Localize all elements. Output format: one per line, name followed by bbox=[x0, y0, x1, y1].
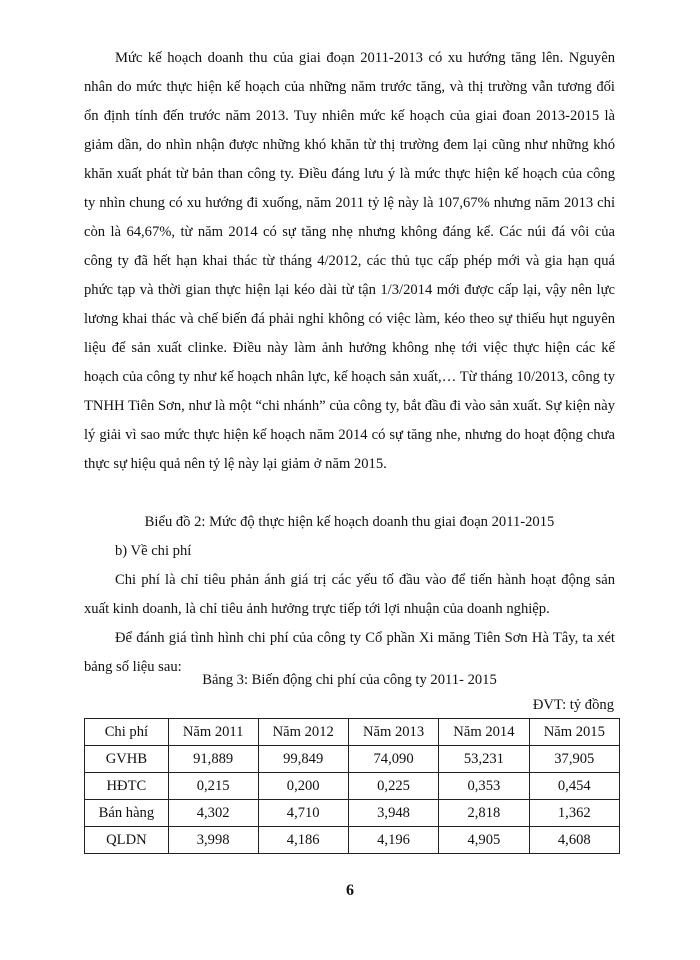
table-unit: ĐVT: tỷ đồng bbox=[532, 697, 614, 713]
row-label: GVHB bbox=[85, 746, 169, 773]
table-cell: 91,889 bbox=[168, 746, 258, 773]
table-row bbox=[85, 827, 620, 854]
paragraph-cost-definition: Chi phí là chỉ tiêu phản ánh giá trị các yếu tố đầu vào để tiến hành hoạt động sản xuất kinh doanh, là chỉ tiêu ảnh hưởng trực tiếp tới lợi nhuận của doanh nghiệp. bbox=[84, 572, 615, 617]
table-cell: 0,215 bbox=[168, 773, 258, 800]
table-row bbox=[85, 773, 620, 800]
table-cell: 2,818 bbox=[439, 800, 529, 827]
header-cell: Năm 2014 bbox=[439, 719, 529, 746]
paragraph-revenue-plan: Mức kế hoạch doanh thu của giai đoạn 2011-2013 có xu hướng tăng lên. Nguyên nhân do mức thực hiện kế hoạch của những năm trước tăng, và thị trường vẫn tương đối ổn định tính đến trước năm 2013. Tuy nhiên mức kế hoạch của giai đoan 2013-2015 là giảm dần, do nhìn nhận được những khó khăn từ thị trường đem lại cũng như những khó khăn xuất phát từ bản than công ty. Điều đáng lưu ý là mức thực hiện kế hoạch của công ty nhìn chung có xu hướng đi xuống, năm 2011 tỷ lệ này là 107,67% nhưng năm 2013 chỉ còn là 64,67%, từ năm 2014 có sự tăng nhẹ nhưng không đáng kể. Các núi đá vôi của công ty đã hết hạn khai thác từ tháng 4/2012, các thủ tục cấp phép mới và gia hạn quá phức tạp và thời gian thực hiện lại kéo dài từ tận 1/3/2014 mới được cấp lại, vậy nên lực lương khai thác và chế biến đá phải nghỉ không có việc làm, kéo theo sự thiếu hụt nguyên liệu để sản xuất clinke. Điều này làm ảnh hưởng không nhẹ tới việc thực hiện các kế hoạch của công ty như kế hoạch nhân lực, kế hoạch sản xuất,… Từ tháng 10/2013, công ty TNHH Tiên Sơn, như là một “chi nhánh” của công ty, bắt đầu đi vào sản xuất. Sự kiện này lý giải vì sao mức thực hiện kế hoạch năm 2014 có sự tăng nhe, nhưng do hoạt động chưa thực sự hiệu quả nên tỷ lệ này lại giảm ở năm 2015. bbox=[84, 50, 615, 472]
table-cell: 99,849 bbox=[258, 746, 348, 773]
table-cell: 4,710 bbox=[258, 800, 348, 827]
header-cell: Năm 2013 bbox=[348, 719, 438, 746]
page-number: 6 bbox=[346, 882, 354, 899]
header-cell: Chi phí bbox=[85, 719, 169, 746]
table-cell: 3,948 bbox=[348, 800, 438, 827]
header-cell: Năm 2015 bbox=[529, 719, 619, 746]
table-caption: Bảng 3: Biến động chi phí của công ty 2011- 2015 bbox=[202, 672, 497, 688]
table-row bbox=[85, 800, 620, 827]
header-cell: Năm 2012 bbox=[258, 719, 348, 746]
table-header-row bbox=[85, 719, 620, 746]
table-row bbox=[85, 746, 620, 773]
table-cell: 4,302 bbox=[168, 800, 258, 827]
cost-table bbox=[84, 718, 620, 854]
table-cell: 74,090 bbox=[348, 746, 438, 773]
table-cell: 0,353 bbox=[439, 773, 529, 800]
table-cell: 3,998 bbox=[168, 827, 258, 854]
row-label: HĐTC bbox=[85, 773, 169, 800]
table-cell: 0,200 bbox=[258, 773, 348, 800]
header-cell: Năm 2011 bbox=[168, 719, 258, 746]
table-cell: 0,454 bbox=[529, 773, 619, 800]
table-cell: 0,225 bbox=[348, 773, 438, 800]
table-cell: 1,362 bbox=[529, 800, 619, 827]
table-cell: 4,905 bbox=[439, 827, 529, 854]
row-label: QLDN bbox=[85, 827, 169, 854]
table-cell: 4,608 bbox=[529, 827, 619, 854]
row-label: Bán hàng bbox=[85, 800, 169, 827]
table-cell: 4,196 bbox=[348, 827, 438, 854]
paragraph-cost-intro: Để đánh giá tình hình chi phí của công ty Cổ phần Xi măng Tiên Sơn Hà Tây, ta xét bảng số liệu sau: bbox=[84, 630, 615, 675]
table-cell: 37,905 bbox=[529, 746, 619, 773]
table-cell: 4,186 bbox=[258, 827, 348, 854]
table-cell: 53,231 bbox=[439, 746, 529, 773]
section-heading: b) Về chi phí bbox=[115, 543, 192, 559]
chart-caption: Biểu đồ 2: Mức độ thực hiện kế hoạch doanh thu giai đoạn 2011-2015 bbox=[144, 514, 555, 530]
